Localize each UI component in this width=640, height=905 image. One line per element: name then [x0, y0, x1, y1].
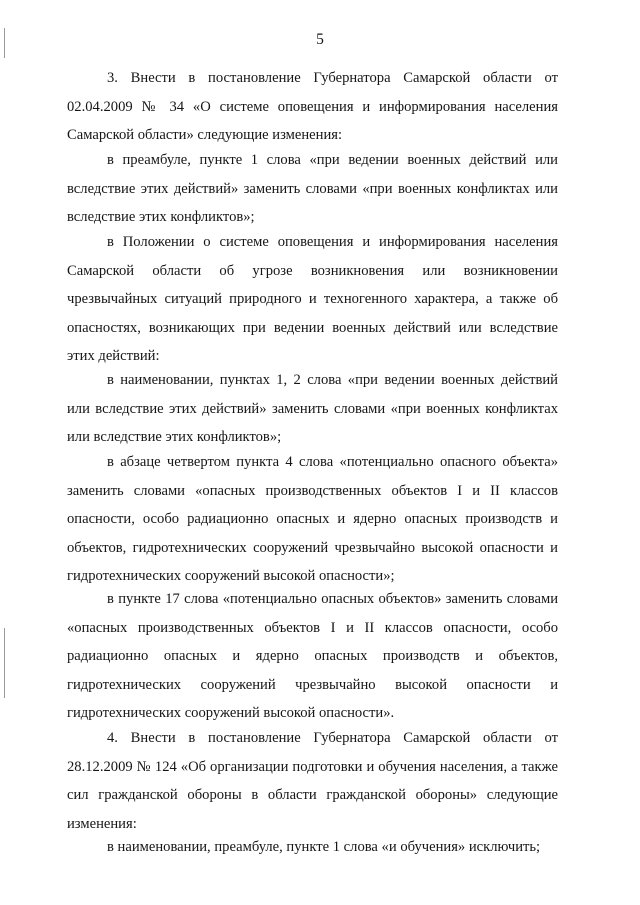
scan-artifact-line — [4, 628, 5, 698]
paragraph-preamble-change: в преамбуле, пункте 1 слова «при ведении военных действий или вследствие этих действий» заменить словами «при военных конфликтах или вследствие этих конфликтов»; — [67, 152, 558, 225]
paragraph-points-1-2-change: в наименовании, пунктах 1, 2 слова «при ведении военных действий или вследствие этих действий» заменить словами «при военных конфликтах или вследствие этих конфликтов»; — [67, 372, 558, 445]
paragraph-item-4: 4. Внести в постановление Губернатора Самарской области от 28.12.2009 № 124 «Об организации подготовки и обучения населения, а также сил гражданской обороны в области гражданской обороны» следующие изменения: — [67, 730, 558, 832]
paragraph-title-change: в наименовании, преамбуле, пункте 1 слова «и обучения» исключить; — [107, 839, 541, 855]
paragraph-regulation-change: в Положении о системе оповещения и информирования населения Самарской области об угрозе возникновения или возникновении чрезвычайных ситуаций природного и техногенного характера, а также об опасностях, возникающих при ведении военных действий или вследствие этих действий: — [67, 234, 558, 364]
paragraph-item-3: 3. Внести в постановление Губернатора Самарской области от 02.04.2009 № 34 «О системе оповещения и информирования населения Самарской области» следующие изменения: — [67, 70, 558, 143]
paragraph-point-4-change: в абзаце четвертом пункта 4 слова «потенциально опасного объекта» заменить словами «опасных производственных объектов I и II классов опасности, особо радиационно опасных и ядерно опасных производств и объектов, гидротехнических сооружений чрезвычайно высокой опасности и гидротехнических сооружений высокой опасности»; — [67, 454, 558, 584]
paragraph-point-17-change: в пункте 17 слова «потенциально опасных объектов» заменить словами «опасных производственных объектов I и II классов опасности, особо радиационно опасных и ядерно опасных производств и объектов, гидротехнических сооружений чрезвычайно высокой опасности и гидротехнических сооружений высокой опасности». — [67, 591, 558, 721]
page-number: 5 — [316, 31, 324, 48]
